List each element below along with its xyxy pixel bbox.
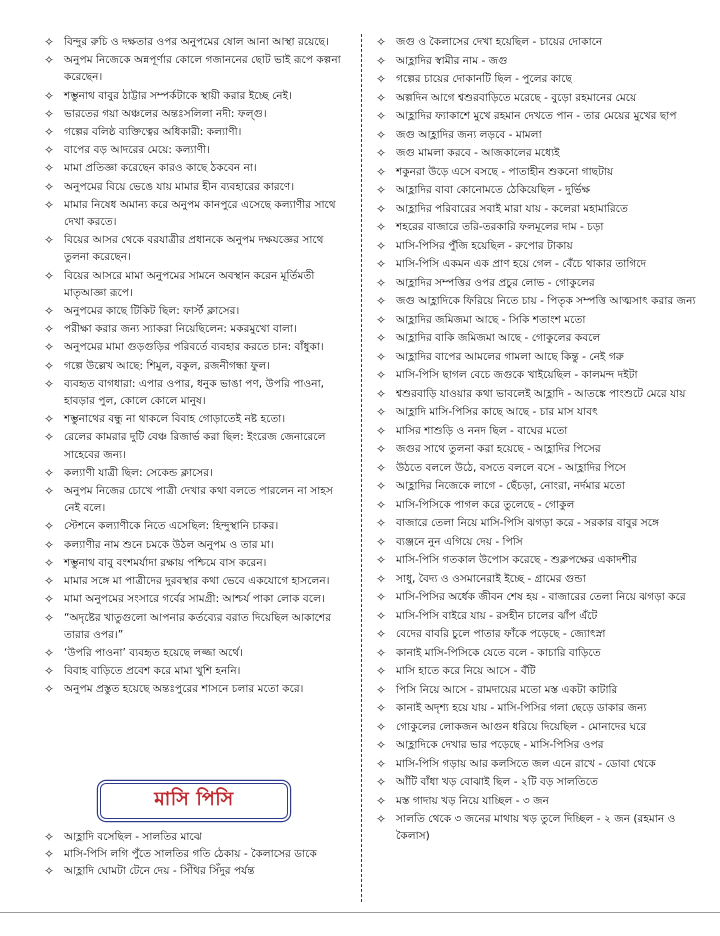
list-item-text: ব্যবহৃত বাগধারা: এপার ওপার, ধনুক ভাঙা পণ, উপরি পাওনা, হাবড়ার পুল, কোলে কোলে মানুষ। — [64, 377, 325, 408]
diamond-bullet-icon: ✧ — [44, 268, 55, 283]
list-item-text: বিন্দুর রুচি ও দক্ষতার ওপর অনুপমের ষোল আনা আস্থা রয়েছে। — [64, 36, 329, 48]
list-item — [40, 610, 352, 644]
list-item — [372, 737, 698, 754]
list-item — [372, 164, 698, 181]
right-column — [372, 34, 698, 847]
diamond-bullet-icon: ✧ — [44, 358, 55, 373]
list-item — [372, 460, 698, 477]
list-item-text: আহ্লাদি ঘোমটা টেনে দেয় - সিঁথির সিঁদুর পর্যন্ত — [64, 865, 255, 878]
list-item — [372, 774, 698, 791]
list-item-text: সালতি থেকে ৩ জনের মাথায় খড় তুলে দিচ্ছিল - ২ জন (রহমান ও কৈলাস) — [396, 813, 676, 843]
list-item — [372, 682, 698, 699]
diamond-bullet-icon: ✧ — [44, 465, 55, 480]
diamond-bullet-icon: ✧ — [376, 479, 387, 493]
list-item-text: আহ্লাদির জমিজমা আছে - সিকি শতাংশ মতো — [396, 313, 586, 326]
list-item — [372, 515, 698, 532]
diamond-bullet-icon: ✧ — [44, 847, 55, 862]
diamond-bullet-icon: ✧ — [44, 555, 55, 570]
diamond-bullet-icon: ✧ — [44, 664, 55, 679]
diamond-bullet-icon: ✧ — [376, 90, 387, 105]
list-item-text: মাসি-পিসি একমন এক প্রাণ হয়ে গেল - বেঁচে থাকার তাগিদে — [396, 258, 647, 270]
list-item-text: মস্ত গাদায় খড় নিয়ে যাচ্ছিল - ৩ জন — [396, 794, 549, 807]
list-item — [372, 663, 698, 680]
right-fact-list — [372, 34, 698, 845]
diamond-bullet-icon: ✧ — [44, 161, 55, 176]
section-title-box — [100, 783, 288, 819]
list-item-text: আহ্লাদিকে দেখার ভার পড়েছে - মাসি-পিসির ওপর — [396, 739, 604, 751]
list-item-text: অনুপমের কাছে টিকিট ছিল: ফার্স্ট ক্লাসের। — [64, 305, 240, 318]
diamond-bullet-icon: ✧ — [376, 645, 387, 660]
list-item-text: পরীক্ষা করার জন্য স্যাকরা নিয়েছিলেন: মকরমুখো বালা। — [64, 323, 297, 336]
list-item — [372, 793, 698, 810]
list-item — [40, 663, 352, 680]
list-item — [372, 534, 698, 551]
list-item-text: মামার নিষেধ অমান্য করে অনুপম কানপুরে এসেছে কল্যাণীর সাথে দেখা করতে। — [64, 198, 336, 229]
list-item — [372, 386, 698, 403]
diamond-bullet-icon: ✧ — [376, 312, 387, 327]
diamond-bullet-icon: ✧ — [376, 72, 387, 86]
list-item — [40, 232, 352, 266]
diamond-bullet-icon: ✧ — [376, 294, 387, 308]
list-item-text: বিয়ের আসর থেকে বরযাত্রীর প্রধানকে অনুপম দক্ষযজ্ঞের সাথে তুলনা করেছেন। — [64, 234, 324, 264]
list-item-text: সাধু, বৈদ্য ও ওসমানেরাই ইচ্ছে - গ্রামের গুন্ডা — [396, 572, 586, 585]
diamond-bullet-icon: ✧ — [44, 645, 55, 660]
list-item — [372, 127, 698, 144]
list-item-text: মাসির শাশুড়ি ও ননদ ছিল - বাঘের মতো — [396, 424, 568, 437]
list-item — [40, 339, 352, 356]
list-item — [40, 88, 352, 105]
list-item — [372, 108, 698, 125]
list-item — [40, 429, 352, 463]
list-item — [40, 358, 352, 375]
list-item-text: রেলের কামরার দুটি বেঞ্চ রিজার্ভ করা ছিল: ইংরেজ জেনারেলে সাহেবের জন্য। — [64, 431, 326, 461]
list-item-text: মাসি হাতে করে নিয়ে আসে - বঁটি — [396, 665, 536, 677]
list-item — [372, 145, 698, 162]
list-item — [372, 645, 698, 662]
list-item-text: স্টেশনে কল্যাণীকে নিতে এসেছিল: হিন্দুস্থানি চাকর। — [64, 520, 279, 533]
list-item — [372, 700, 698, 717]
list-item-text: ভারতের গয়া অঞ্চলের অন্তঃসলিলা নদী: ফল্গু। — [64, 107, 267, 120]
diamond-bullet-icon: ✧ — [44, 53, 55, 68]
diamond-bullet-icon: ✧ — [376, 201, 387, 216]
diamond-bullet-icon: ✧ — [376, 35, 387, 49]
list-item — [40, 197, 352, 231]
list-item-text: বেদের বাবরি চুলে পাতার ফাঁকে পড়েছে - জ্যোৎস্না — [396, 628, 606, 640]
diamond-bullet-icon: ✧ — [376, 127, 387, 142]
diamond-bullet-icon: ✧ — [44, 179, 55, 194]
list-item-text: মাসি-পিসিকে পাগল করে তুলেছে - গোকুল — [396, 498, 575, 511]
diamond-bullet-icon: ✧ — [376, 460, 387, 475]
list-item-text: পিসি নিয়ে আসে - রামদায়ের মতো মস্ত একটা কাটারি — [396, 683, 618, 696]
list-item-text: মাসি-পিসি গড়ায় আর কলসিতে জল এনে রাখে - ডোবা থেকে — [396, 757, 656, 770]
list-item — [372, 182, 698, 199]
list-item-text: শ্বশুরবাড়ি যাওয়ার কথা ভাবলেই আহ্লাদি - আতঙ্কে পাংশুটে মেরে যায় — [396, 387, 686, 400]
list-item-text: অনুপমের বিয়ে ভেঙে যায় মামার হীন ব্যবহারের কারণে। — [64, 180, 295, 193]
diamond-bullet-icon: ✧ — [376, 682, 387, 697]
list-item-text: শম্ভুনাথ বাবু বংশমর্যাদা রক্ষায় পশ্চিমে বাস করেন। — [64, 556, 267, 569]
diamond-bullet-icon: ✧ — [376, 183, 387, 197]
list-item — [372, 349, 698, 366]
list-item — [372, 423, 698, 440]
diamond-bullet-icon: ✧ — [44, 106, 55, 121]
diamond-bullet-icon: ✧ — [44, 88, 55, 103]
list-item-text: শম্ভুনাথের বন্ধু না থাকলে বিবাহ গোড়াতেই নষ্ট হতো। — [64, 413, 286, 426]
list-item — [40, 537, 352, 554]
list-item-text: অল্পদিন আগে শ্বশুরবাড়িতে মরেছে - বুড়ো রহমানের মেয়ে — [396, 91, 637, 104]
list-item-text: গল্পের চায়ের দোকানটি ছিল - পুলের কাছে — [396, 73, 572, 85]
diamond-bullet-icon: ✧ — [376, 405, 387, 419]
list-item-text: বিয়ের আসরে মামা অনুপমের সামনে অবস্থান করেন মূর্তিমতী মাতৃআজ্ঞা রূপে। — [64, 269, 315, 299]
list-item-text: শকুনরা উড়ে এসে বসছে - পাতাহীন শুকনো গাছটায় — [396, 165, 614, 178]
list-item — [40, 681, 352, 698]
diamond-bullet-icon: ✧ — [376, 664, 387, 678]
list-item-text: অনুপমের মামা গুড়গুড়ির পরিবর্তে ব্যবহার করতে চান: বাঁধুকা। — [64, 341, 324, 354]
diamond-bullet-icon: ✧ — [376, 571, 387, 586]
list-item — [40, 573, 352, 590]
list-item — [40, 34, 352, 51]
bottom-fact-list — [40, 829, 358, 881]
list-item — [40, 483, 352, 517]
diamond-bullet-icon: ✧ — [44, 519, 55, 534]
diamond-bullet-icon: ✧ — [44, 376, 55, 391]
diamond-bullet-icon: ✧ — [44, 322, 55, 337]
diamond-bullet-icon: ✧ — [44, 864, 55, 879]
list-item — [372, 90, 698, 107]
section-title: মাসি পিসি — [154, 788, 234, 810]
left-column — [40, 34, 352, 700]
list-item-text: জগুর সাথে তুলনা করা হয়েছে - আহ্লাদির পিসের — [396, 443, 601, 455]
list-item-text: শম্ভুনাথ বাবুর ঠাট্টার সম্পর্কটাকে স্থায়ী করার ইচ্ছে নেই। — [64, 89, 292, 102]
diamond-bullet-icon: ✧ — [376, 534, 387, 549]
diamond-bullet-icon: ✧ — [376, 553, 387, 567]
list-item — [372, 441, 698, 458]
diamond-bullet-icon: ✧ — [376, 238, 387, 253]
list-item — [372, 497, 698, 514]
list-item — [372, 589, 698, 606]
list-item — [372, 626, 698, 643]
diamond-bullet-icon: ✧ — [44, 484, 55, 499]
list-item — [372, 756, 698, 773]
diamond-bullet-icon: ✧ — [44, 35, 55, 49]
list-item-text: মাসি-পিসি লগি পুঁতে সালতির গতি ঠেকায় - কৈলাসের ডাকে — [64, 848, 317, 861]
diamond-bullet-icon: ✧ — [376, 812, 387, 826]
diamond-bullet-icon: ✧ — [376, 775, 387, 789]
list-item — [372, 608, 698, 625]
list-item-text: কানাই অদৃশ্য হয়ে যায় - মাসি-পিসির গলা ছেড়ে ডাকার জন্য — [396, 702, 647, 714]
diamond-bullet-icon: ✧ — [376, 590, 387, 604]
diamond-bullet-icon: ✧ — [44, 412, 55, 427]
list-item-text: অনুপম প্রস্তুত হয়েছে অন্তঃপুরের শাসনে চলার মতো করে। — [64, 683, 304, 696]
list-item-text: জগু আহ্লাদিকে ফিরিয়ে নিতে চায় - পিতৃক সম্পত্তি আত্মসাৎ করার জন্য — [396, 295, 696, 307]
list-item-text: আহ্লাদির বাপের আমলের গামলা আছে কিন্তু - নেই গরু — [396, 350, 624, 363]
list-item-text: মামা অনুপমের সংসারে গর্বের সামগ্রী: আশ্চর্য পাকা লোক বলে। — [64, 593, 325, 606]
list-item-text: আহ্লাদি মাসি-পিসির কাছে আছে - চার মাস যাবৎ — [396, 406, 598, 418]
list-item — [372, 53, 698, 70]
list-item-text: মামার সঙ্গে মা পাত্রীদের দুরবস্থার কথা ভেবে একযোগে হাসলেন। — [64, 575, 330, 588]
list-item — [372, 201, 698, 218]
list-item — [40, 465, 352, 482]
diamond-bullet-icon: ✧ — [376, 275, 387, 290]
list-item-text: বাপের বড় আদরের মেয়ে: কল্যাণী। — [64, 144, 210, 157]
list-item — [372, 219, 698, 236]
column-divider — [361, 34, 362, 902]
list-item-text: মাসি-পিসির অর্ধেক জীবন শেষ হয় - বাজারের তেলা নিয়ে ঝগড়া করে — [396, 591, 686, 603]
diamond-bullet-icon: ✧ — [376, 53, 387, 68]
list-item — [40, 591, 352, 608]
list-item — [40, 268, 352, 302]
list-item — [40, 303, 352, 320]
list-item — [372, 404, 698, 421]
diamond-bullet-icon: ✧ — [44, 592, 55, 607]
list-item — [372, 478, 698, 495]
list-item-text: জগু ও কৈলাসের দেখা হয়েছিল - চায়ের দোকানে — [396, 36, 603, 48]
diamond-bullet-icon: ✧ — [376, 442, 387, 456]
list-item-text: গল্পের বলিষ্ঠ ব্যক্তিত্বের অধিকারী: কল্যাণী। — [64, 126, 242, 139]
list-item-text: আহ্লাদির স্বামীর নাম - জগু — [396, 54, 508, 67]
list-item-text: জগু আহ্লাদির জন্য লড়বে - মামলা — [396, 128, 542, 141]
diamond-bullet-icon: ✧ — [44, 304, 55, 319]
diamond-bullet-icon: ✧ — [376, 331, 387, 345]
list-item-text: গল্পে উল্লেখ আছে: শিমুল, বকুল, রজনীগন্ধা ফুল। — [64, 359, 271, 372]
diamond-bullet-icon: ✧ — [376, 164, 387, 179]
list-item — [372, 238, 698, 255]
diamond-bullet-icon: ✧ — [44, 537, 55, 552]
diamond-bullet-icon: ✧ — [376, 386, 387, 401]
diamond-bullet-icon: ✧ — [376, 701, 387, 715]
list-item-text: আহ্লাদির ফ্যাকাশে মুখে রহমান দেখতে পান - তার মেয়ের মুখের ছাপ — [396, 110, 677, 122]
list-item-text: কানাই মাসি-পিসিকে যেতে বলে - কাচারি বাড়িতে — [396, 646, 601, 659]
list-item — [372, 571, 698, 588]
diamond-bullet-icon: ✧ — [44, 610, 55, 625]
diamond-bullet-icon: ✧ — [376, 349, 387, 364]
list-item-text: অনুপম নিজের চোখে পাত্রী দেখার কথা বলতে পারলেন না সাহস নেই বলে। — [64, 485, 333, 515]
list-item-text: মাসি-পিসি গতকাল উপোস করেছে - শুক্লপক্ষের একাদশীর — [396, 554, 637, 566]
list-item — [40, 518, 352, 535]
list-item-text: আহ্লাদির পরিবারের সবাই মারা যায় - কলেরা মহামারিতে — [396, 202, 628, 215]
list-item — [372, 552, 698, 569]
diamond-bullet-icon: ✧ — [376, 423, 387, 438]
diamond-bullet-icon: ✧ — [44, 143, 55, 158]
diamond-bullet-icon: ✧ — [376, 756, 387, 771]
list-item-text: অনুপম নিজেকে অন্নপূর্ণার কোলে গজাননের ছোট ভাই রূপে কল্পনা করেছেন। — [64, 54, 341, 84]
diamond-bullet-icon: ✧ — [376, 146, 387, 160]
list-item-text: মাসি-পিসির পুঁজি হয়েছিল - রুপোর টাকায় — [396, 239, 573, 252]
diamond-bullet-icon: ✧ — [376, 608, 387, 623]
left-fact-list — [40, 34, 352, 699]
list-item — [40, 321, 352, 338]
diamond-bullet-icon: ✧ — [376, 257, 387, 271]
list-item-text: ‘উপরি পাওনা’ ব্যবহৃত হয়েছে লজ্জা অর্থে। — [64, 646, 243, 659]
list-item — [372, 367, 698, 384]
diamond-bullet-icon: ✧ — [376, 627, 387, 641]
diamond-bullet-icon: ✧ — [376, 497, 387, 512]
list-item — [40, 829, 358, 846]
list-item — [40, 142, 352, 159]
diamond-bullet-icon: ✧ — [376, 516, 387, 530]
list-item-text: বাজারে তেলা নিয়ে মাসি-পিসি ঝগড়া করে - সরকার বাবুর সঙ্গে — [396, 517, 660, 529]
list-item-text: আহ্লাদির বাকি জমিজমা আছে - গোকুলের কবলে — [396, 332, 601, 344]
list-item-text: বিবাহ বাড়িতে প্রবেশ করে মামা খুশি হননি। — [64, 665, 241, 678]
list-item — [40, 106, 352, 123]
list-item-text: গোকুলের লোকজন আগুন ধরিয়ে দিয়েছিল - মোনাদের ঘরে — [396, 720, 647, 733]
diamond-bullet-icon: ✧ — [44, 430, 55, 445]
diamond-bullet-icon: ✧ — [44, 125, 55, 140]
list-item — [372, 312, 698, 329]
diamond-bullet-icon: ✧ — [44, 197, 55, 212]
list-item — [372, 330, 698, 347]
list-item — [40, 645, 352, 662]
bottom-rule — [0, 912, 720, 913]
list-item-text: জগু মামলা করবে - আজকালের মধ্যেই — [396, 147, 560, 159]
list-item-text: কল্যাণী যাত্রী ছিল: সেকেন্ড ক্লাসের। — [64, 466, 213, 479]
list-item — [40, 411, 352, 428]
diamond-bullet-icon: ✧ — [44, 340, 55, 355]
list-item-text: আঁটি বাঁধা খড় বোঝাই ছিল - ২টি বড় সালতিতে — [396, 776, 598, 788]
list-item — [40, 124, 352, 141]
list-item — [372, 811, 698, 845]
list-item — [40, 846, 358, 863]
list-item — [40, 52, 352, 86]
list-item — [40, 160, 352, 177]
diamond-bullet-icon: ✧ — [376, 368, 387, 382]
diamond-bullet-icon: ✧ — [44, 233, 55, 248]
list-item-text: আহ্লাদির সম্পত্তির ওপর প্রচুর লোভ - গোকুলের — [396, 276, 595, 289]
list-item — [40, 376, 352, 410]
bottom-column — [40, 829, 358, 881]
diamond-bullet-icon: ✧ — [376, 793, 387, 808]
list-item — [372, 71, 698, 88]
list-item-text: আহ্লাদি বসেছিল - সালতির মাঝে — [64, 831, 202, 843]
list-item — [372, 275, 698, 292]
list-item-text: মাসি-পিসি বাইরে যায় - রসহীন চালের ঝাঁপ এঁটে — [396, 609, 598, 622]
list-item-text: কল্যাণীর নাম শুনে চমকে উঠল অনুপম ও তার মা। — [64, 538, 274, 551]
diamond-bullet-icon: ✧ — [44, 682, 55, 697]
list-item-text: আহ্লাদির বাবা কোনোমতে ঠেকিয়েছিল - দুর্ভিক্ষ — [396, 184, 591, 196]
list-item-text: উঠতে বললে উঠে, বসতে বললে বসে - আহ্লাদির পিসে — [396, 461, 626, 474]
diamond-bullet-icon: ✧ — [376, 719, 387, 734]
diamond-bullet-icon: ✧ — [44, 830, 55, 844]
list-item-text: “অদৃষ্টের খাতুগুলো আপনার কর্তব্যের বরাত দিয়েছিল আকাশের তারার ওপর।” — [64, 611, 332, 641]
list-item — [372, 293, 698, 310]
list-item-text: মামা প্রতিজ্ঞা করেছেন কারও কাছে ঠকবেন না। — [64, 162, 257, 175]
list-item-text: আহ্লাদির নিজেকে লাগে - ছেঁচড়া, নোংরা, নর্দমার মতো — [396, 480, 625, 492]
diamond-bullet-icon: ✧ — [376, 109, 387, 123]
list-item — [40, 555, 352, 572]
list-item — [40, 863, 358, 880]
list-item — [372, 256, 698, 273]
list-item-text: মাসি-পিসি ছাগল বেচে জগুকে খাইয়েছিল - কালমন্দ দইটা — [396, 369, 638, 381]
list-item-text: ব্যঞ্জনে নুন এগিয়ে দেয় - পিসি — [396, 535, 523, 548]
list-item — [40, 179, 352, 196]
list-item-text: শহরের বাজারে তরি-তরকারি ফলমূলের দাম - চড়া — [396, 221, 604, 233]
diamond-bullet-icon: ✧ — [44, 574, 55, 589]
list-item — [372, 34, 698, 51]
diamond-bullet-icon: ✧ — [376, 738, 387, 752]
diamond-bullet-icon: ✧ — [376, 220, 387, 234]
list-item — [372, 719, 698, 736]
